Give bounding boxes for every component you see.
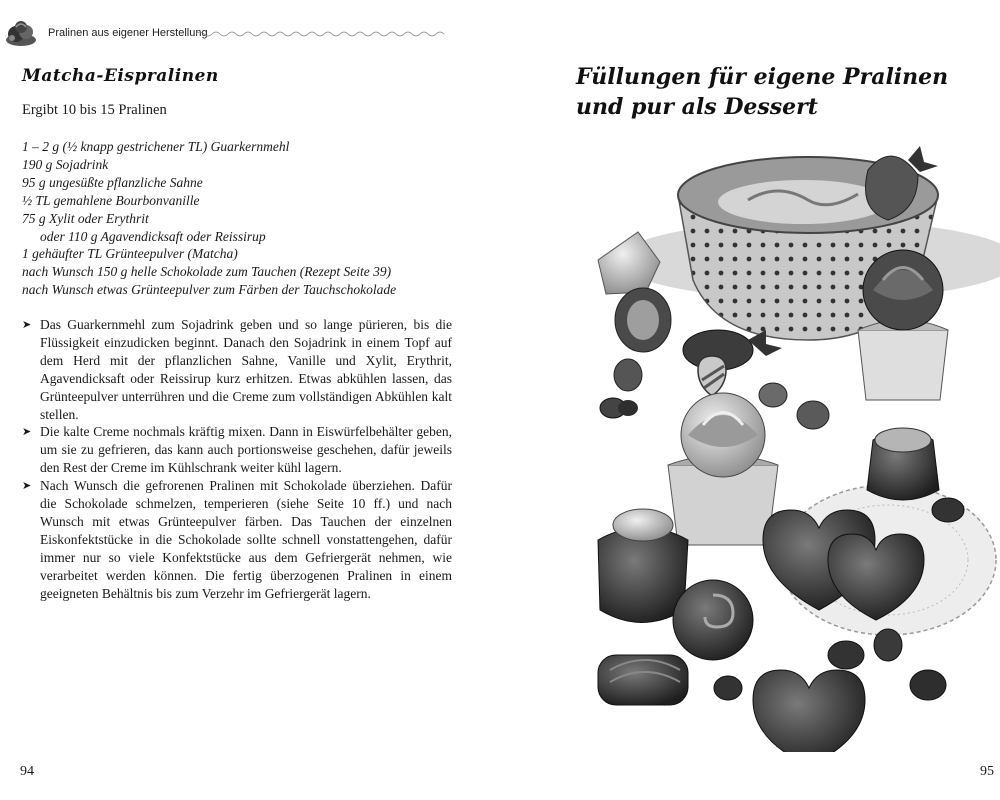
header-ornament xyxy=(196,30,446,38)
ingredient-item: ½ TL gemahlene Bourbonvanille xyxy=(22,192,200,208)
instruction-step: ➤ Die kalte Creme nochmals kräftig mixen. Dann in Eiswürfelbehälter geben, um sie zu gefrieren, das kann auch portionsweise geschehen, dafür jeweils den Rest der Creme im Kühlschrank weiter kühl lagern. xyxy=(22,423,452,477)
section-title-line2: und pur als Dessert xyxy=(576,94,818,120)
ingredient-list xyxy=(22,138,482,299)
instruction-steps xyxy=(22,316,452,603)
page-number-left: 94 xyxy=(20,764,34,779)
ingredient-item: 190 g Sojadrink xyxy=(22,156,109,172)
praline-dessert-illustration xyxy=(588,140,1000,752)
ingredient-item: oder 110 g Agavendicksaft oder Reissirup xyxy=(40,228,266,244)
recipe-yield: Ergibt 10 bis 15 Pralinen xyxy=(22,102,167,118)
cupcake-left xyxy=(668,393,778,545)
right-page xyxy=(500,0,1000,800)
ingredient-item: 1 gehäufter TL Grünteepulver (Matcha) xyxy=(22,246,238,262)
ingredient-item: 75 g Xylit oder Erythrit xyxy=(22,210,149,226)
section-title-line1: Füllungen für eigene Pralinen xyxy=(576,64,949,90)
praline-emblem-icon xyxy=(4,18,38,48)
page-number-right: 95 xyxy=(980,764,994,779)
ingredient-item: nach Wunsch 150 g helle Schokolade zum Tauchen (Rezept Seite 39) xyxy=(22,264,392,280)
running-title: Pralinen aus eigener Herstellung xyxy=(48,27,208,39)
recipe-title: Matcha-Eispralinen xyxy=(22,66,219,86)
cupcake-right xyxy=(858,250,948,400)
instruction-step: ➤ Nach Wunsch die gefrorenen Pralinen mit Schokolade überziehen. Dafür die Schokolade schmelzen, temperieren (siehe Seite 10 ff.) und nach Wunsch mit etwas Grünteepulver färben. Das Tauchen der einzelnen Eiskonfektstücke in die Schokolade sollte schnell vonstattengehen, dafür immer nur so viele Konfektstücke aus dem Gefriergerät nehmen, wie verarbeitet werden können. Die fertig überzogenen Pralinen in einem geeigneten Behältnis bis zum Verzehr im Gefriergerät lagern. xyxy=(22,477,452,602)
instruction-step: ➤ Das Guarkernmehl zum Sojadrink geben und so lange pürieren, bis die Flüssigkeit einzudicken beginnt. Danach den Sojadrink in einem Topf auf dem Herd mit der pflanzlichen Sahne, Vanille und Xylit, Erythrit, Agavendicksaft oder Reissirup kurz erhitzen. Etwas abkühlen lassen, das Grünteepulver unterrühren und die Creme zum vollständigen Abkühlen kalt stellen. xyxy=(22,316,452,423)
running-header xyxy=(4,18,208,48)
ingredient-item: 95 g ungesüßte pflanzliche Sahne xyxy=(22,174,203,190)
section-title xyxy=(576,62,996,122)
ingredient-item: nach Wunsch etwas Grünteepulver zum Färben der Tauchschokolade xyxy=(22,282,397,298)
ingredient-item: 1 – 2 g (½ knapp gestrichener TL) Guarkernmehl xyxy=(22,139,290,154)
